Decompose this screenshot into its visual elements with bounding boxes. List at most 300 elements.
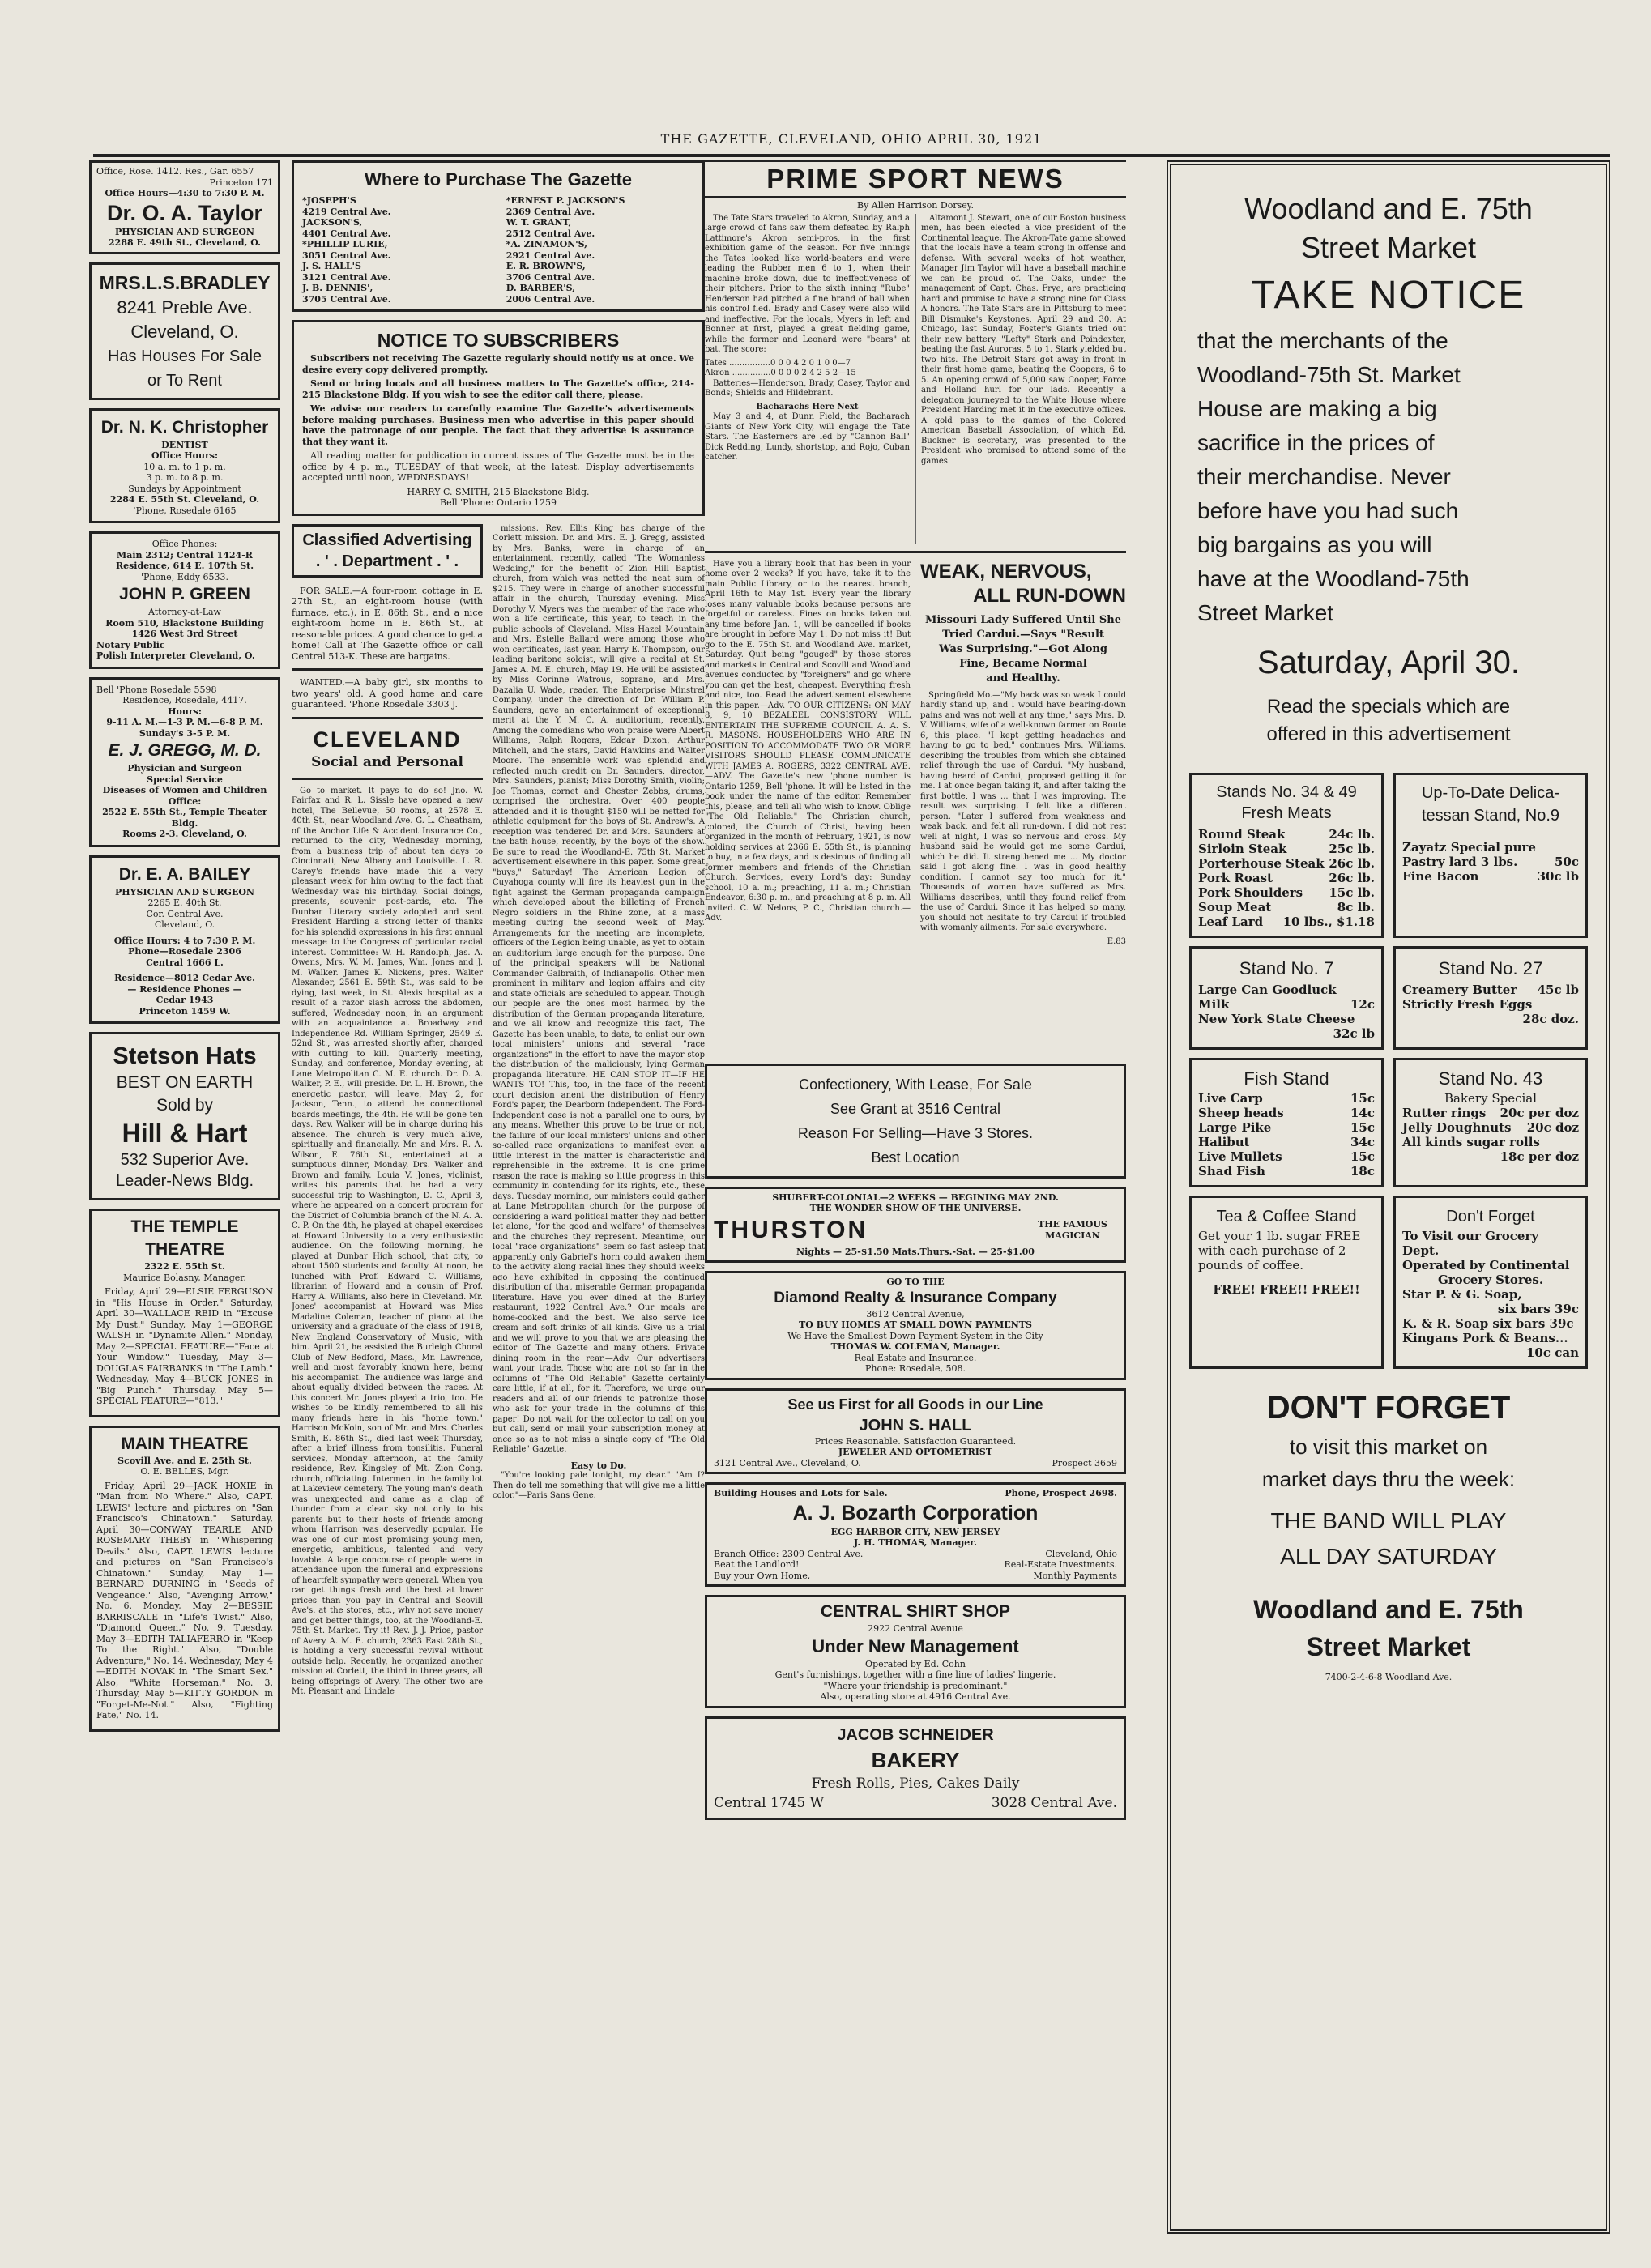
hall-l3: JEWELER AND OPTOMETRIST <box>838 1447 993 1457</box>
market-body-line: big bargains as you will <box>1197 532 1432 557</box>
stand-27-title: Stand No. 27 <box>1438 958 1543 978</box>
fish-items <box>1198 1091 1375 1179</box>
grocery-l1: To Visit our Grocery Dept. <box>1402 1229 1539 1258</box>
easy-title: Easy to Do. <box>570 1460 627 1471</box>
thurston-ad <box>705 1187 1126 1264</box>
diamond-goto: GO TO THE <box>886 1277 945 1287</box>
visit-line-2: market days thru the week: <box>1261 1467 1516 1491</box>
col2-body <box>292 524 705 1701</box>
stand-27-l1: Creamery Butter <box>1402 983 1517 997</box>
diamond-re: Real Estate and Insurance. <box>854 1352 977 1363</box>
taylor-card <box>89 160 280 254</box>
meat-item <box>1198 856 1375 871</box>
diamond-l1: TO BUY HOMES AT SMALL DOWN PAYMENTS <box>799 1319 1032 1330</box>
bailey-princeton: Princeton 1459 W. <box>139 1005 231 1017</box>
bakery-name: JACOB SCHNEIDER <box>837 1725 994 1744</box>
bakery-item-label: Jelly Doughnuts <box>1402 1120 1512 1135</box>
green-name: JOHN P. GREEN <box>119 585 250 603</box>
tea-l1: Get your 1 lb. sugar FREE <box>1198 1229 1361 1243</box>
meat-item-label: Sirloin Steak <box>1198 842 1287 856</box>
where-store-line: D. BARBER'S, <box>506 283 576 293</box>
where-left-list <box>302 195 490 305</box>
christopher-title: DENTIST <box>161 439 208 450</box>
bradley-line1: Has Houses For Sale <box>107 347 262 365</box>
fish-item <box>1198 1106 1375 1120</box>
meat-item-label: Porterhouse Steak <box>1198 856 1325 871</box>
read-specials-2: offered in this advertisement <box>1266 723 1511 745</box>
stetson-best: BEST ON EARTH <box>116 1073 254 1092</box>
taylor-princeton: Princeton 171 <box>209 177 273 188</box>
visit-line-1: to visit this market on <box>1289 1435 1488 1459</box>
where-store-line: *PHILLIP LURIE, <box>302 239 388 249</box>
where-store-line: 2512 Central Ave. <box>506 228 595 239</box>
christopher-address: 2284 E. 55th St. Cleveland, O. <box>109 494 260 505</box>
stetson-title: Stetson Hats <box>113 1043 257 1069</box>
taylor-phones: Office, Rose. 1412. Res., Gar. 6557 <box>96 166 254 177</box>
stand-34-title: Stands No. 34 & 49 <box>1216 783 1357 801</box>
stand-27-l1v: 45c lb <box>1537 983 1579 997</box>
stand-9-l3: Fine Bacon <box>1402 869 1479 884</box>
gregg-sunday: Sunday's 3-5 P. M. <box>139 727 231 739</box>
taylor-hours: Office Hours—4:30 to 7:30 P. M. <box>105 188 265 198</box>
stand-9-title: Up-To-Date Delica- <box>1421 784 1560 802</box>
diamond-manager: THOMAS W. COLEMAN, Manager. <box>830 1341 1000 1352</box>
main-title: MAIN THEATRE <box>121 1434 249 1453</box>
where-to-purchase <box>292 160 705 312</box>
bailey-title: PHYSICIAN AND SURGEON <box>115 886 254 897</box>
fish-item-label: Sheep heads <box>1198 1106 1284 1120</box>
fish-item-price: 34c <box>1350 1135 1375 1149</box>
stand-9-sub: tessan Stand, No.9 <box>1421 807 1560 825</box>
stetson-seller: Hill & Hart <box>122 1119 248 1148</box>
shirt-address: 2922 Central Avenue <box>868 1623 963 1634</box>
market-body-line: sacrifice in the prices of <box>1197 430 1435 455</box>
col2-left <box>292 524 483 1701</box>
tea-l2: with each purchase of 2 <box>1198 1243 1346 1258</box>
market-title-1: Woodland and E. 75th <box>1244 192 1533 225</box>
sport-bacharachs: May 3 and 4, at Dunn Field, the Bacharach Giants of New York City, will engage the Tate Stars. The Easterners are led by "Cannon Ball" Dick Redding, Lundy, shortstop, and Rojo, Cuban catcher. <box>705 412 910 462</box>
grocery-l4: Star P. & G. Soap, <box>1402 1287 1522 1302</box>
fish-stand <box>1189 1058 1384 1187</box>
meat-item <box>1198 885 1375 900</box>
fish-item-label: Live Carp <box>1198 1091 1263 1106</box>
cardui-h2: ALL RUN-DOWN <box>973 584 1126 607</box>
green-phones-label: Office Phones: <box>151 539 218 549</box>
meat-item-label: Round Steak <box>1198 827 1286 842</box>
meat-item-price: 24c lb. <box>1329 827 1375 842</box>
bakery-item-price: 20c doz <box>1526 1120 1579 1135</box>
take-notice: TAKE NOTICE <box>1251 274 1526 317</box>
fish-item-price: 14c <box>1350 1106 1375 1120</box>
stand-7-l3: New York State Cheese <box>1198 1012 1355 1026</box>
shirt-motto: "Where your friendship is predominant." <box>823 1680 1008 1691</box>
notice-title: NOTICE TO SUBSCRIBERS <box>377 330 620 351</box>
main-address: Scovill Ave. and E. 25th St. <box>117 1455 252 1466</box>
bailey-cedar: Cedar 1943 <box>156 995 214 1005</box>
where-title: Where to Purchase The Gazette <box>364 169 633 190</box>
masthead: THE GAZETTE, CLEVELAND, OHIO APRIL 30, 1921 <box>93 131 1610 157</box>
bailey-residence: Residence—8012 Cedar Ave. <box>114 973 255 983</box>
where-store-line: 3706 Central Ave. <box>506 271 595 283</box>
bakery-fresh: Fresh Rolls, Pies, Cakes Daily <box>811 1775 1020 1792</box>
cardui-code: E.83 <box>1107 936 1126 946</box>
bakery-item <box>1402 1120 1579 1135</box>
cleveland-news-1: Go to market. It pays to do so! Jno. W. Fairfax and R. L. Sissle have opened a new hotel, The Bellevue, 50 rooms, at 2578 E. 40th St., near Woodland Ave. G. L. Cheatham, of the Anchor Life & Accident Insurance Co., returned to the city, Wednesday morning, from a business trip of about ten days to Cincinnati, New Albany and Louisville. L. R. Carey's friends have made this a very pleasant week for him owing to the fact that Wednesday was his birthday. Social doings, presents, souvenir post-cards, etc. The Dunbar Literary society adopted and sent President Harding a strong letter of thanks for his splendid expressions in his first annual message to the Congress of particular racial interest. Committee: W. H. Randolph, Jas. A. Owens, Mrs. W. M. James, Wm. Jones and J. M. Walker. James K. Nickens, pres. Walter Alexander, 2561 E. 59th St., was said to be dying, last week, in St. Alexis hospital as a result of a razor slash across the abdomen, suffered, Wednesday noon, in an argument with an acquaintance at Broadway and Independence Rd. William Springer, 2549 E. 52nd St., was arrested shortly after, charged with cutting to kill. Quarterly meeting, Sunday, and conference, Monday evening, at Lane Metropolitan C. M. E. church. Dr. D. A. Walker, P. E., will preside. Dr. L. H. Brown, the energetic pastor, will leave, May 2, for Jackson, Tenn., to attend the connectional boards meetings, the 4th. He will be gone ten days. Rev. Walker will be in charge during his absence. The church is very much alive, spiritually and financially. Mr. and Mrs. R. A. Wilson, E. 76th St., entertained at a sumptuous dinner, Monday, Drs. Walker and Brown and family. Louia V. Jones, violinist, writes his parents that he had a very successful trip to Washington, D. C., April 3, where he appeared on a concert program for the District of Columbia branch of the N. A. A. C. P. On the 4th, he played at chapel exercises at Howard University to a very enthusiastic audience. On the following morning, he played at Dunbar High school, that city, to about 1500 students and faculty. At noon, he lunched with Prof. Edward C. Williams, librarian of Howard and a cousin of Prof. Harry A. Williams, also here in Cleveland. Mr. Jones' accompanist at Howard was Miss Madaline Coleman, teacher of piano at the university and a graduate of the class of 1918, New England Conservatory of Music, with him. April 21, he assisted the Burleigh Choral Club of New Bedford, Mass., Mr. Lawrence, well and most favorably known here, being his accompanist. The audience was large and about equally divided between the races. At this concert Mr. Jones played a trio, too. He wishes to be kindly remembered to all his many friends here in his "home town." Harrison McKoin, son of Mr. and Mrs. Charles Smith, E. 86th St., died last week Thursday, after a brief illness from tonsilitis. Funeral services, Monday afternoon, at the family residence, Rev. Kingsley of Mt. Zion Cong. church, officiating. Interment in the family lot at Lakeview cemetery. The young man's death was unexpected and came as a clap of thunder from a clear sky not only to his parents but to their hosts of friends among whom Harrison was deservedly popular. He was one of our most promising young men, energetic, ambitious, talented and very lovable. A large concourse of people were in attendance upon the funeral and expressions of heartfelt sympathy were general. When you can get things fresh and the best at lower prices than you pay in Central and Scovill Ave's. at the stores, etc., why not save money and get better things, too, at the Woodland-E. 75th St. Market. Try it! Rev. J. J. Price, pastor of Avery A. M. E. church, 2363 East 28th St., is holding a very successful revival without outside help. Recently, he organized another mission at Corlett, the third in three years, all being offsprings of Avery. The other two are Mt. Pleasant and Lindale <box>292 786 483 1696</box>
diamond-address: 3612 Central Avenue, <box>866 1308 965 1319</box>
cleveland-title: CLEVELAND <box>313 727 462 752</box>
tea-l3: pounds of coffee. <box>1198 1258 1303 1273</box>
fish-item-price: 15c <box>1350 1120 1375 1135</box>
grocery-title: Don't Forget <box>1446 1208 1535 1226</box>
cardui-sub3: Was Surprising."—Got Along <box>939 642 1107 655</box>
fish-item-label: Shad Fish <box>1198 1164 1265 1179</box>
gregg-diseases: Diseases of Women and Children <box>102 785 267 795</box>
where-store-line: *A. ZINAMON'S, <box>506 239 587 249</box>
where-store-line: JACKSON'S, <box>302 217 363 228</box>
meat-item <box>1198 827 1375 842</box>
column-sport-and-ads <box>705 160 1126 2234</box>
where-store-line: 2369 Central Ave. <box>506 206 595 217</box>
stand-7-l1: Large Can Goodluck <box>1198 983 1337 997</box>
gregg-residence: Residence, Rosedale, 4417. <box>122 695 247 706</box>
stetson-sold: Sold by <box>156 1096 214 1115</box>
where-store-line: 3705 Central Ave. <box>302 293 391 305</box>
diamond-phone: Phone: Rosedale, 508. <box>864 1363 966 1374</box>
thurston-top2: THE WONDER SHOW OF THE UNIVERSE. <box>809 1203 1022 1213</box>
bailey-central: Central 1666 L. <box>146 957 224 968</box>
where-store-line: 4401 Central Ave. <box>302 228 391 239</box>
meat-item <box>1198 900 1375 914</box>
bozarth-manager: J. H. THOMAS, Manager. <box>854 1537 977 1548</box>
meat-item-price: 25c lb. <box>1329 842 1375 856</box>
main-manager: O. E. BELLES, Mgr. <box>140 1466 229 1477</box>
diamond-name: Diamond Realty & Insurance Company <box>774 1289 1057 1307</box>
stetson-ad <box>89 1032 280 1200</box>
bakery-item <box>1402 1135 1579 1149</box>
classified-title2: . ' . Department . ' . <box>315 552 459 570</box>
gregg-hours-label: Hours: <box>168 706 202 717</box>
stand-27 <box>1393 946 1588 1050</box>
bakery-item-price: 20c per doz <box>1500 1106 1579 1120</box>
bakery-phone: Central 1745 W <box>714 1794 825 1811</box>
thurston-top: SHUBERT-COLONIAL—2 WEEKS — BEGINING MAY 2ND. <box>772 1192 1059 1203</box>
stand-43 <box>1393 1058 1588 1187</box>
meat-item <box>1198 914 1375 929</box>
cardui-sub4: Fine, Became Normal <box>959 657 1087 670</box>
temple-address: 2322 E. 55th St. <box>144 1261 225 1272</box>
stand-7-title: Stand No. 7 <box>1239 958 1334 978</box>
stands-row-2 <box>1189 946 1588 1050</box>
stand-9-l3v: 30c lb <box>1537 869 1579 884</box>
band-line-2: ALL DAY SATURDAY <box>1280 1544 1497 1569</box>
where-store-line: J. S. HALL'S <box>302 261 361 271</box>
market-body-line: their merchandise. Never <box>1197 464 1451 489</box>
green-address: 1426 West 3rd Street <box>131 629 238 639</box>
bailey-city: Cleveland, O. <box>154 919 215 930</box>
stands-row-4 <box>1189 1196 1588 1369</box>
where-store-line: E. R. BROWN'S, <box>506 261 586 271</box>
notice-signature: HARRY C. SMITH, 215 Blackstone Bldg. <box>407 486 590 497</box>
green-card <box>89 531 280 669</box>
shirt-under: Under New Management <box>812 1635 1019 1656</box>
cardui-sub2: Tried Cardui.—Says "Result <box>942 628 1104 641</box>
bakery-item <box>1402 1106 1579 1120</box>
stand-34-items <box>1198 827 1375 929</box>
fish-title: Fish Stand <box>1244 1068 1329 1089</box>
market-body-line: House are making a big <box>1197 396 1437 421</box>
gregg-office-label: Office: <box>168 795 202 807</box>
dont-forget: DON'T FORGET <box>1266 1390 1511 1426</box>
market-body <box>1189 324 1588 630</box>
green-room: Room 510, Blackstone Building <box>105 617 264 629</box>
sport-story-1: The Tate Stars traveled to Akron, Sunday, and a large crowd of fans saw them defeated by Ralph Lattimore's Akron semi-pros, in the first exhibition game of the season. For five innings the Tates looked like world-beaters and were leading the Rubber men 6 to 1, when their machine broke down, due to ineffectiveness of their pitchers. Prior to the sixth inning "Rube" Henderson had pitched a fine brand of ball when his control fled. Brady and Casey were also wild and ineffective. For the locals, Myers in left and Bonner at first, played a great fielding game, while the former and Leonard were "bears" at bat. The score: <box>705 213 910 354</box>
stand-27-l2: Strictly Fresh Eggs <box>1402 997 1533 1012</box>
sport-batteries: Batteries—Henderson, Brady, Casey, Taylor and Bonds; Shields and Hildebrant. <box>705 378 910 398</box>
bakery-ad <box>705 1716 1126 1820</box>
meat-item-label: Soup Meat <box>1198 900 1272 914</box>
sport-score-tates: Tates ................0 0 0 4 2 0 1 0 0—7 <box>705 358 851 368</box>
green-interpreter: Polish Interpreter Cleveland, O. <box>96 650 255 661</box>
taylor-title: PHYSICIAN AND SURGEON <box>115 226 254 237</box>
grocery-l2: Operated by Continental <box>1402 1258 1570 1273</box>
shirt-operated: Operated by Ed. Cohn <box>865 1658 966 1669</box>
meat-item-price: 8c lb. <box>1337 900 1375 914</box>
meat-item-label: Pork Shoulders <box>1198 885 1303 900</box>
meat-item-price: 15c lb. <box>1329 885 1375 900</box>
taylor-address: 2288 E. 49th St., Cleveland, O. <box>109 237 261 248</box>
fish-item <box>1198 1135 1375 1149</box>
green-notary: Notary Public <box>96 639 165 650</box>
column-professional-cards <box>89 160 280 2234</box>
read-specials-1: Read the specials which are <box>1266 696 1511 718</box>
confectionery-ad <box>705 1064 1126 1179</box>
bailey-hours: Office Hours: 4 to 7:30 P. M. <box>113 935 256 946</box>
bradley-card <box>89 262 280 400</box>
main-program: Friday, April 29—JACK HOXIE in "Man from No Where." Also, CAPT. LEWIS' lecture and pictures on "San Francisco's Chinatown." Saturday, April 30—CONWAY TEARLE AND ROSEMARY THEBY in "Whispering Devils." Also, CAPT. LEWIS' lecture and pictures on "San Francisco's Chinatown." Sunday, May 1—BERNARD DURNING in "Seeds of Vengeance." Also, "Avenging Arrow," No. 6. Monday, May 2—BESSIE BARRISCALE in "Life's Twist." Also, "Diamond Queen," No. 9. Tuesday, May 3—EDITH TALIAFERRO in "Keep To the Right." Also, "Double Adventure," No. 14. Wednesday, May 4—EDITH NOVAK in "The Smart Sex." Also, "White Horseman," No. 3. Thursday, May 5—KITTY GORDON in "Forget-Me-Not." Also, "Fighting Fate," No. 14. <box>96 1480 273 1720</box>
shirt-shop-ad <box>705 1595 1126 1708</box>
temple-manager: Maurice Bolasny, Manager. <box>123 1272 246 1283</box>
stand-9-l2v: 50c <box>1554 855 1579 869</box>
christopher-name: Dr. N. K. Christopher <box>100 417 269 437</box>
sport-lower <box>705 560 1126 1055</box>
where-right-list <box>506 195 694 305</box>
meat-item <box>1198 871 1375 885</box>
stand-9 <box>1393 773 1588 938</box>
confect-l2: See Grant at 3516 Central <box>830 1100 1001 1117</box>
where-store-line: 3051 Central Ave. <box>302 249 391 261</box>
stetson-building: Leader-News Bldg. <box>115 1172 254 1190</box>
where-store-line: 2921 Central Ave. <box>506 249 595 261</box>
meat-item <box>1198 842 1375 856</box>
notice-phone: Bell 'Phone: Ontario 1259 <box>439 497 557 508</box>
temple-theatre-ad <box>89 1209 280 1418</box>
diamond-l2: We Have the Smallest Down Payment System in the City <box>787 1330 1043 1341</box>
stand-43-title: Stand No. 43 <box>1438 1068 1543 1089</box>
gregg-rooms: Rooms 2-3. Cleveland, O. <box>122 829 247 839</box>
grocery-l3: Grocery Stores. <box>1437 1273 1544 1287</box>
green-residence: Residence, 614 E. 107th St. <box>115 561 254 571</box>
notice-p2: Send or bring locals and all business matters to The Gazette's office, 214-215 Blackstone Bldg. If you wish to see the editor call there, please. <box>302 378 694 400</box>
fish-item <box>1198 1149 1375 1164</box>
stand-7-l2: Milk <box>1198 997 1230 1012</box>
temple-title: THE TEMPLE THEATRE <box>130 1217 239 1259</box>
bozarth-cleveland: Cleveland, Ohio <box>1045 1548 1117 1559</box>
stand-34-49 <box>1189 773 1384 938</box>
green-res-phone: 'Phone, Eddy 6533. <box>140 571 229 582</box>
stand-9-l2: Pastry lard 3 lbs. <box>1402 855 1518 869</box>
notice-p3: We advise our readers to carefully examine The Gazette's advertisements before making purchases. Business men who advertise in this paper should have the patronage of our people. The fact that they advertise is assurance that they want it. <box>302 403 694 447</box>
fish-item-price: 18c <box>1350 1164 1375 1179</box>
sport-lower-left <box>705 560 911 1055</box>
hall-name: JOHN S. HALL <box>859 1416 972 1435</box>
column-market-ad <box>1167 160 1610 2234</box>
where-store-line: *ERNEST P. JACKSON'S <box>506 195 625 206</box>
where-store-line: 3121 Central Ave. <box>302 271 391 283</box>
stetson-address: 532 Superior Ave. <box>120 1151 250 1169</box>
diamond-realty-ad <box>705 1271 1126 1380</box>
christopher-card <box>89 408 280 524</box>
gregg-phone: Bell 'Phone Rosedale 5598 <box>96 684 217 695</box>
tea-free: FREE! FREE!! FREE!! <box>1213 1282 1360 1297</box>
thurston-name: THURSTON <box>714 1216 868 1243</box>
bailey-card <box>89 855 280 1025</box>
hall-address: 3121 Central Ave., Cleveland, O. <box>714 1457 861 1469</box>
fish-item-label: Live Mullets <box>1198 1149 1282 1164</box>
meat-item-label: Leaf Lard <box>1198 914 1264 929</box>
cleveland-subtitle: Social and Personal <box>311 753 463 770</box>
stand-7-l2v: 12c <box>1350 997 1375 1012</box>
bradley-name: MRS.L.S.BRADLEY <box>99 271 271 293</box>
bakery-address: 3028 Central Ave. <box>991 1794 1117 1811</box>
column-gazette-news <box>292 160 705 2234</box>
confect-l4: Best Location <box>871 1149 960 1166</box>
confect-l3: Reason For Selling—Have 3 Stores. <box>797 1124 1034 1141</box>
where-store-line: *JOSEPH'S <box>302 195 356 206</box>
stands-row-1 <box>1189 773 1588 938</box>
grocery-stand <box>1393 1196 1588 1369</box>
bozarth-top1: Building Houses and Lots for Sale. <box>714 1488 888 1498</box>
sport-bacharachs-heading: Bacharachs Here Next <box>756 402 859 411</box>
cardui-ad <box>920 560 1126 1055</box>
market-date: Saturday, April 30. <box>1257 645 1520 680</box>
tea-title: Tea & Coffee Stand <box>1216 1208 1357 1226</box>
grocery-l4v: six bars 39c <box>1497 1302 1579 1316</box>
market-body-line: that the merchants of the <box>1197 328 1448 353</box>
christopher-hours-2: 3 p. m. to 8 p. m. <box>146 472 224 483</box>
gregg-hours: 9-11 A. M.—1-3 P. M.—6-8 P. M. <box>106 717 263 727</box>
tea-coffee-stand <box>1189 1196 1384 1369</box>
fish-item <box>1198 1120 1375 1135</box>
easy-joke: "You're looking pale tonight, my dear." "Am I? Then do tell me something that will give me a little color."—Paris Sans Gene. <box>493 1471 705 1500</box>
bradley-address: 8241 Preble Ave. <box>117 296 253 318</box>
hall-l2: Prices Reasonable. Satisfaction Guaranteed. <box>814 1435 1017 1447</box>
where-store-line: J. B. DENNIS', <box>302 283 373 293</box>
stand-7-l4v: 32c lb <box>1333 1026 1375 1041</box>
gregg-special: Special Service <box>147 774 223 785</box>
where-store-line: W. T. GRANT, <box>506 217 572 228</box>
where-store-line: 4219 Central Ave. <box>302 206 391 217</box>
fish-item-price: 15c <box>1350 1091 1375 1106</box>
meat-item-label: Pork Roast <box>1198 871 1273 885</box>
cardui-sub5: and Healthy. <box>986 671 1060 684</box>
gregg-name: E. J. GREGG, M. D. <box>108 741 262 760</box>
taylor-name: Dr. O. A. Taylor <box>106 200 263 225</box>
fish-item <box>1198 1091 1375 1106</box>
bailey-address: 2265 E. 40th St. <box>147 897 222 908</box>
sport-title: PRIME SPORT NEWS <box>705 160 1126 198</box>
bakery-item-label: Rutter rings <box>1402 1106 1487 1120</box>
sport-columns <box>705 214 1126 544</box>
thurston-prices: Nights — 25-$1.50 Mats.Thurs.-Sat. — 25-$1.00 <box>796 1246 1035 1257</box>
classified-wanted: WANTED.—A baby girl, six months to two years' old. A good home and care guaranteed. 'Phone Rosedale 3303 J. <box>292 677 483 710</box>
cardui-sub1: Missouri Lady Suffered Until She <box>925 613 1121 626</box>
bozarth-name: A. J. Bozarth Corporation <box>792 1501 1039 1524</box>
market-body-line: Woodland-75th St. Market <box>1197 362 1461 387</box>
bozarth-buy: Buy your Own Home, <box>714 1570 811 1581</box>
cardui-text: Springfield Mo.—"My back was so weak I could hardly stand up, and I would have bearing-down pains and was not well at any time," says Mrs. D. V. Williams, wife of a well-known farmer on Route 6, this place. "I kept getting headaches and having to go to bed," continues Mrs. Williams, describing the troubles from which she obtained relief through the use of Cardui. "My husband, having heard of Cardui, proposed getting it for me. I at once began taking it, and after taking the first bottle, I was ... that I was improving. The result was surprising. I felt like a different person. "Later I suffered from weakness and weak back, and felt all run-down. I did not rest well at night, I was so nervous and cross. My husband said he would get me some Cardui, which he did. It strengthened me ... My doctor said I got along fine. I was in good healthy condition. I cannot say too much for it." Thousands of women have suffered as Mrs. Williams describes, until they found relief from the use of Cardui. Since it has helped so many, you should not hesitate to try Cardui if troubled with womanly ailments. For sale everywhere. <box>920 690 1126 932</box>
christopher-phone: 'Phone, Rosedale 6165 <box>133 505 237 516</box>
library-and-notices: Have you a library book that has been in your home over 2 weeks? If you have, take it to the main Public Library, or to the nearest branch, April 16th to May 1st. Every year the library loses many valuable books because persons are forgetful or careless. Fines on books taken out any time before Jan. 1, will be cancelled if books are brought in before May 1. Do not miss it! But go to the E. 75th St. and Woodland Ave. market, Saturday. Quit being "gouged" by those stores and markets in Central and Scovill and Woodland avenues conducted by "foreigners" and go where you can get the best, cheapest. Everything fresh and nice, too. Read the advertisement elsewhere in this paper.—Adv. TO OUR CITIZENS: ON MAY 8, 9, 10 BEZALEEL CONSISTORY WILL ENTERTAIN THE SUPREME COUNCIL A. A. S. R. MASONS. HOUSEHOLDERS WHO ARE IN POSITION TO ACCOMMODATE TWO OR MORE VISITORS SHOULD PLEASE COMMUNICATE WITH JAMES A. ROGERS, 3322 CENTRAL AVE.—ADV. The Gazette's new 'phone number is Ontario 1259, Bell 'phone. It will be listed in the book under the name of the editor. Remember this, please, and tell all who wish to know. Oblige "The Old Reliable." The Christian church, colored, the Church of Christ, having been organized in the month of February, 1921, is now holding services at 2366 E. 55th St., is planning to buy, in a few days, and is desirous of finding all former members and friends of the Christian Church. Services, every Lord's day: Sunday school, 10 a. m.; preaching, 11 a. m.; Christian Endeavor, 6:30 p. m., and preaching at 8 p. m. All invited. C. W. Nelons, P. C., Christian church.—Adv. <box>705 559 911 923</box>
shirt-gents: Gent's furnishings, together with a fine line of ladies' lingerie. <box>774 1669 1056 1680</box>
shirt-name: CENTRAL SHIRT SHOP <box>820 1602 1011 1621</box>
footer-address: 7400-2-4-6-8 Woodland Ave. <box>1325 1672 1453 1682</box>
stand-43-sub: Bakery Special <box>1444 1091 1538 1106</box>
bakery-item-label: All kinds sugar rolls <box>1402 1135 1540 1149</box>
classified-for-sale: FOR SALE.—A four-room cottage in E. 27th St., an eight-room house (with furnace, etc.), in E. 86th St., and a nice eight-room home in E. 86th St., at reasonable prices. A good chance to get a home! Call at The Gazette office or call Central 513-K. These are bargains. <box>292 585 483 662</box>
notice-to-subscribers <box>292 320 705 516</box>
grocery-l6v: 10c can <box>1526 1345 1579 1360</box>
hall-phone: Prospect 3659 <box>1052 1457 1117 1469</box>
christopher-hours-3: Sundays by Appointment <box>128 483 241 494</box>
hall-ad <box>705 1388 1126 1475</box>
gregg-card <box>89 677 280 847</box>
bailey-phone: Phone—Rosedale 2306 <box>128 946 241 957</box>
notice-p4: All reading matter for publication in current issues of The Gazette must be in the office by 4 p. m., TUESDAY of that week, at the latest. Display advertisements accepted until noon, WEDNESDAYS! <box>302 450 694 483</box>
confect-l1: Confectionery, With Lease, For Sale <box>799 1076 1032 1093</box>
gregg-title: Physician and Surgeon <box>127 763 242 774</box>
cardui-h1: WEAK, NERVOUS, <box>920 560 1092 582</box>
notice-p1: Subscribers not receiving The Gazette regularly should notify us at once. We desire every copy delivered promptly. <box>302 353 694 375</box>
market-body-line: have at the Woodland-75th <box>1197 566 1470 591</box>
sport-score-akron: Akron ...............0 0 0 0 2 4 2 5 2—15 <box>705 369 856 377</box>
green-phones: Main 2312; Central 1424-R <box>117 549 253 561</box>
bakery-word: BAKERY <box>871 1747 960 1772</box>
bailey-corner: Cor. Central Ave. <box>146 908 224 919</box>
stand-43-last: 18c per doz <box>1500 1149 1579 1164</box>
main-theatre-ad <box>89 1426 280 1732</box>
christopher-hours-label: Office Hours: <box>151 450 219 461</box>
green-title: Attorney-at-Law <box>148 607 221 617</box>
market-body-line: Street Market <box>1197 600 1334 625</box>
stand-43-items <box>1402 1106 1579 1149</box>
sport-notes: Altamont J. Stewart, one of our Boston business men, has been elected a vice president of the Continental league. The Akron-Tate game showed that the locals have a team strong in offense and defense. With several weeks of hot weather, Manager Jim Taylor will have a baseball machine we can be proud of. The Oaks, under the management of Capt. Chas. Frye, are practicing hard and promise to have a strong nine for Class A honors. The Tate Stars are in Pittsburg to meet Bill Dismuke's Keystones, April 29 and 30. At Chicago, last Sunday, Foster's Giants tried out their new battery, "Lefty" Stark and Poindexter, beating the fast Auroras, 5 to 1. Stark yielded but two hits. The Detroit Stars got away in front in their first home game, beating the Coopers, 6 to 5. An opening crowd of 5,000 saw Cooper, Force and Holland hurl for our lads. Recently a delegation journeyed to the White House where President Harding met it in the executive offices. A gold pass to the games of the Colored American Baseball Association, of which Ed. Buckner is secretary, was presented to the President who promised to attend some of the games. <box>921 213 1126 466</box>
where-store-line: 2006 Central Ave. <box>506 293 595 305</box>
bradley-line2: or To Rent <box>147 371 222 390</box>
classified-title: Classified Advertising <box>302 531 472 549</box>
stand-7 <box>1189 946 1384 1050</box>
hall-l1: See us First for all Goods in our Line <box>787 1396 1043 1413</box>
meat-item-price: 26c lb. <box>1329 856 1375 871</box>
footer-title-2: Street Market <box>1306 1632 1471 1661</box>
market-title-2: Street Market <box>1300 231 1477 264</box>
cleveland-news-2: missions. Rev. Ellis King has charge of the Corlett mission. Dr. and Mrs. E. J. Gregg, assisted by Mrs. Banks, were in charge of an entertainment, recently, called "The Womanless Wedding," for the benefit of Zion Hill Baptist church, from which was netted the neat sum of $215. They were in charge of another successful affair in the church, Thursday evening. Miss Dorothy V. Myers was the member of the race who won a life certificate, this year, to teach in the public schools of Cleveland. Miss Hazel Mountain and Mrs. Estelle Ballard were among those who won certificates, last year. Harry E. Thompson, our leading baritone soloist, will give a recital at St. James A. M. E. church, May 19. He will be assisted by Miss Corinne Watrous, soprano, and Mrs. Dazalia U. Wade, reader. The Enterprise Minstrel Company, under the direction of Dr. William P. Saunders, gave an entertainment of exceptional merit at the Y. M. C. A. auditorium, recently. Among the comedians who won praise were Albert Williams, Ralph Rogers, Edgar Dixon, Arthur Mitchell, and the stars, David Hawkins and Walter Moore. The ensemble work was splendid and reflected much credit on Dr. Saunders, director, Mrs. Saunders, pianist; Miss Dorothy Smith, violin; Joe Thomas, cornet and Chester Zebbs, drums, comprised the orchestra. Over 400 people attended and it is thought $150 will be netted for athletic equipment for the boys of St. Andrew's. A reception was tendered Dr. and Mrs. Saunders at the bath house, recently, by the boys of the show. Be sure to read the Woodland-E. 75th St. Market advertisement elsewhere in this paper. Some great "buys," Saturday! The American Legion of Cuyahoga county will fire its heaviest gun in the fight against the German propaganda campaign which developed about the billeting of French Negro soldiers in the Rhine zone, at a mass meeting during the second week of May. Arrangements for the meeting are incomplete, officers of the Legion being unable, as yet to obtain an auditorium large enough for the purpose. One of the principal speakers will be National Commander Galbraith, of Indianapolis. Other men prominent in military and legion affairs and city and state officials are scheduled to appear. Though our people are the ones most harmed by the distribution of the German propaganda literature, and we all know and recognize this fact, The Gazette has been unable, to date, to enlist our own local ministers' unions and several "race organizations" in the effort to have the mayor stop the distribution of the maliciously, lying German propaganda literature. HE CAN STOP IT—IF HE WANTS TO! This, too, in the face of the recent court decision anent the distribution of Henry Ford's paper, the Dearborn Independent. The Ford-Independent case is not a parallel one to ours, by any means. Whether this prove to be true or not, the failure of our local ministers' unions and other so-called race organizations to manifest even a little interest in the matter is characteristic and reprehensible in the extreme. It is one prime reason the race is making so little progress in this community in contending for its rights, etc., these days. Tuesday morning, our ministers could gather at Lane Metropolitan church for the purpose of considering a ward political matter they had better let alone, "for the good and welfare" of themselves and the churches they represent. Meantime, our local "race organizations" seem so fast asleep that apparently only Gabriel's horn could awaken them to the activity along racial lines they should weeks ago have exhibited in opposing the continued distribution of that miserable German propaganda literature. Have you ever dined at the Burley restaurant, 1922 Central Ave.? Our meals are home-cooked and the best. We also serve ice cream and soft drinks of all kinds. Give us a trial and we will prove to you that we are pleasing the editor of The Gazette and many others. Private dining room in the rear.—Adv. Our advertisers want your trade. Those who are not so far in the columns of "The Old Reliable" Gazette certainly care little, if at all, for it. Therefore, we urge our readers and all of our friends to patronize those who ask for your trade in the columns of this paper! Do not wait for the collector to call on you but call, send or mail your subscription money at once so as to not miss a single copy of "The Old Reliable" Gazette. <box>493 523 705 1454</box>
stand-27-l3v: 28c doz. <box>1522 1012 1579 1026</box>
bozarth-beat: Beat the Landlord! <box>714 1559 800 1570</box>
bozarth-monthly: Monthly Payments <box>1033 1570 1117 1581</box>
meat-item-price: 10 lbs., $1.18 <box>1282 914 1375 929</box>
bailey-name: Dr. E. A. BAILEY <box>118 864 251 884</box>
band-line-1: THE BAND WILL PLAY <box>1270 1508 1507 1533</box>
